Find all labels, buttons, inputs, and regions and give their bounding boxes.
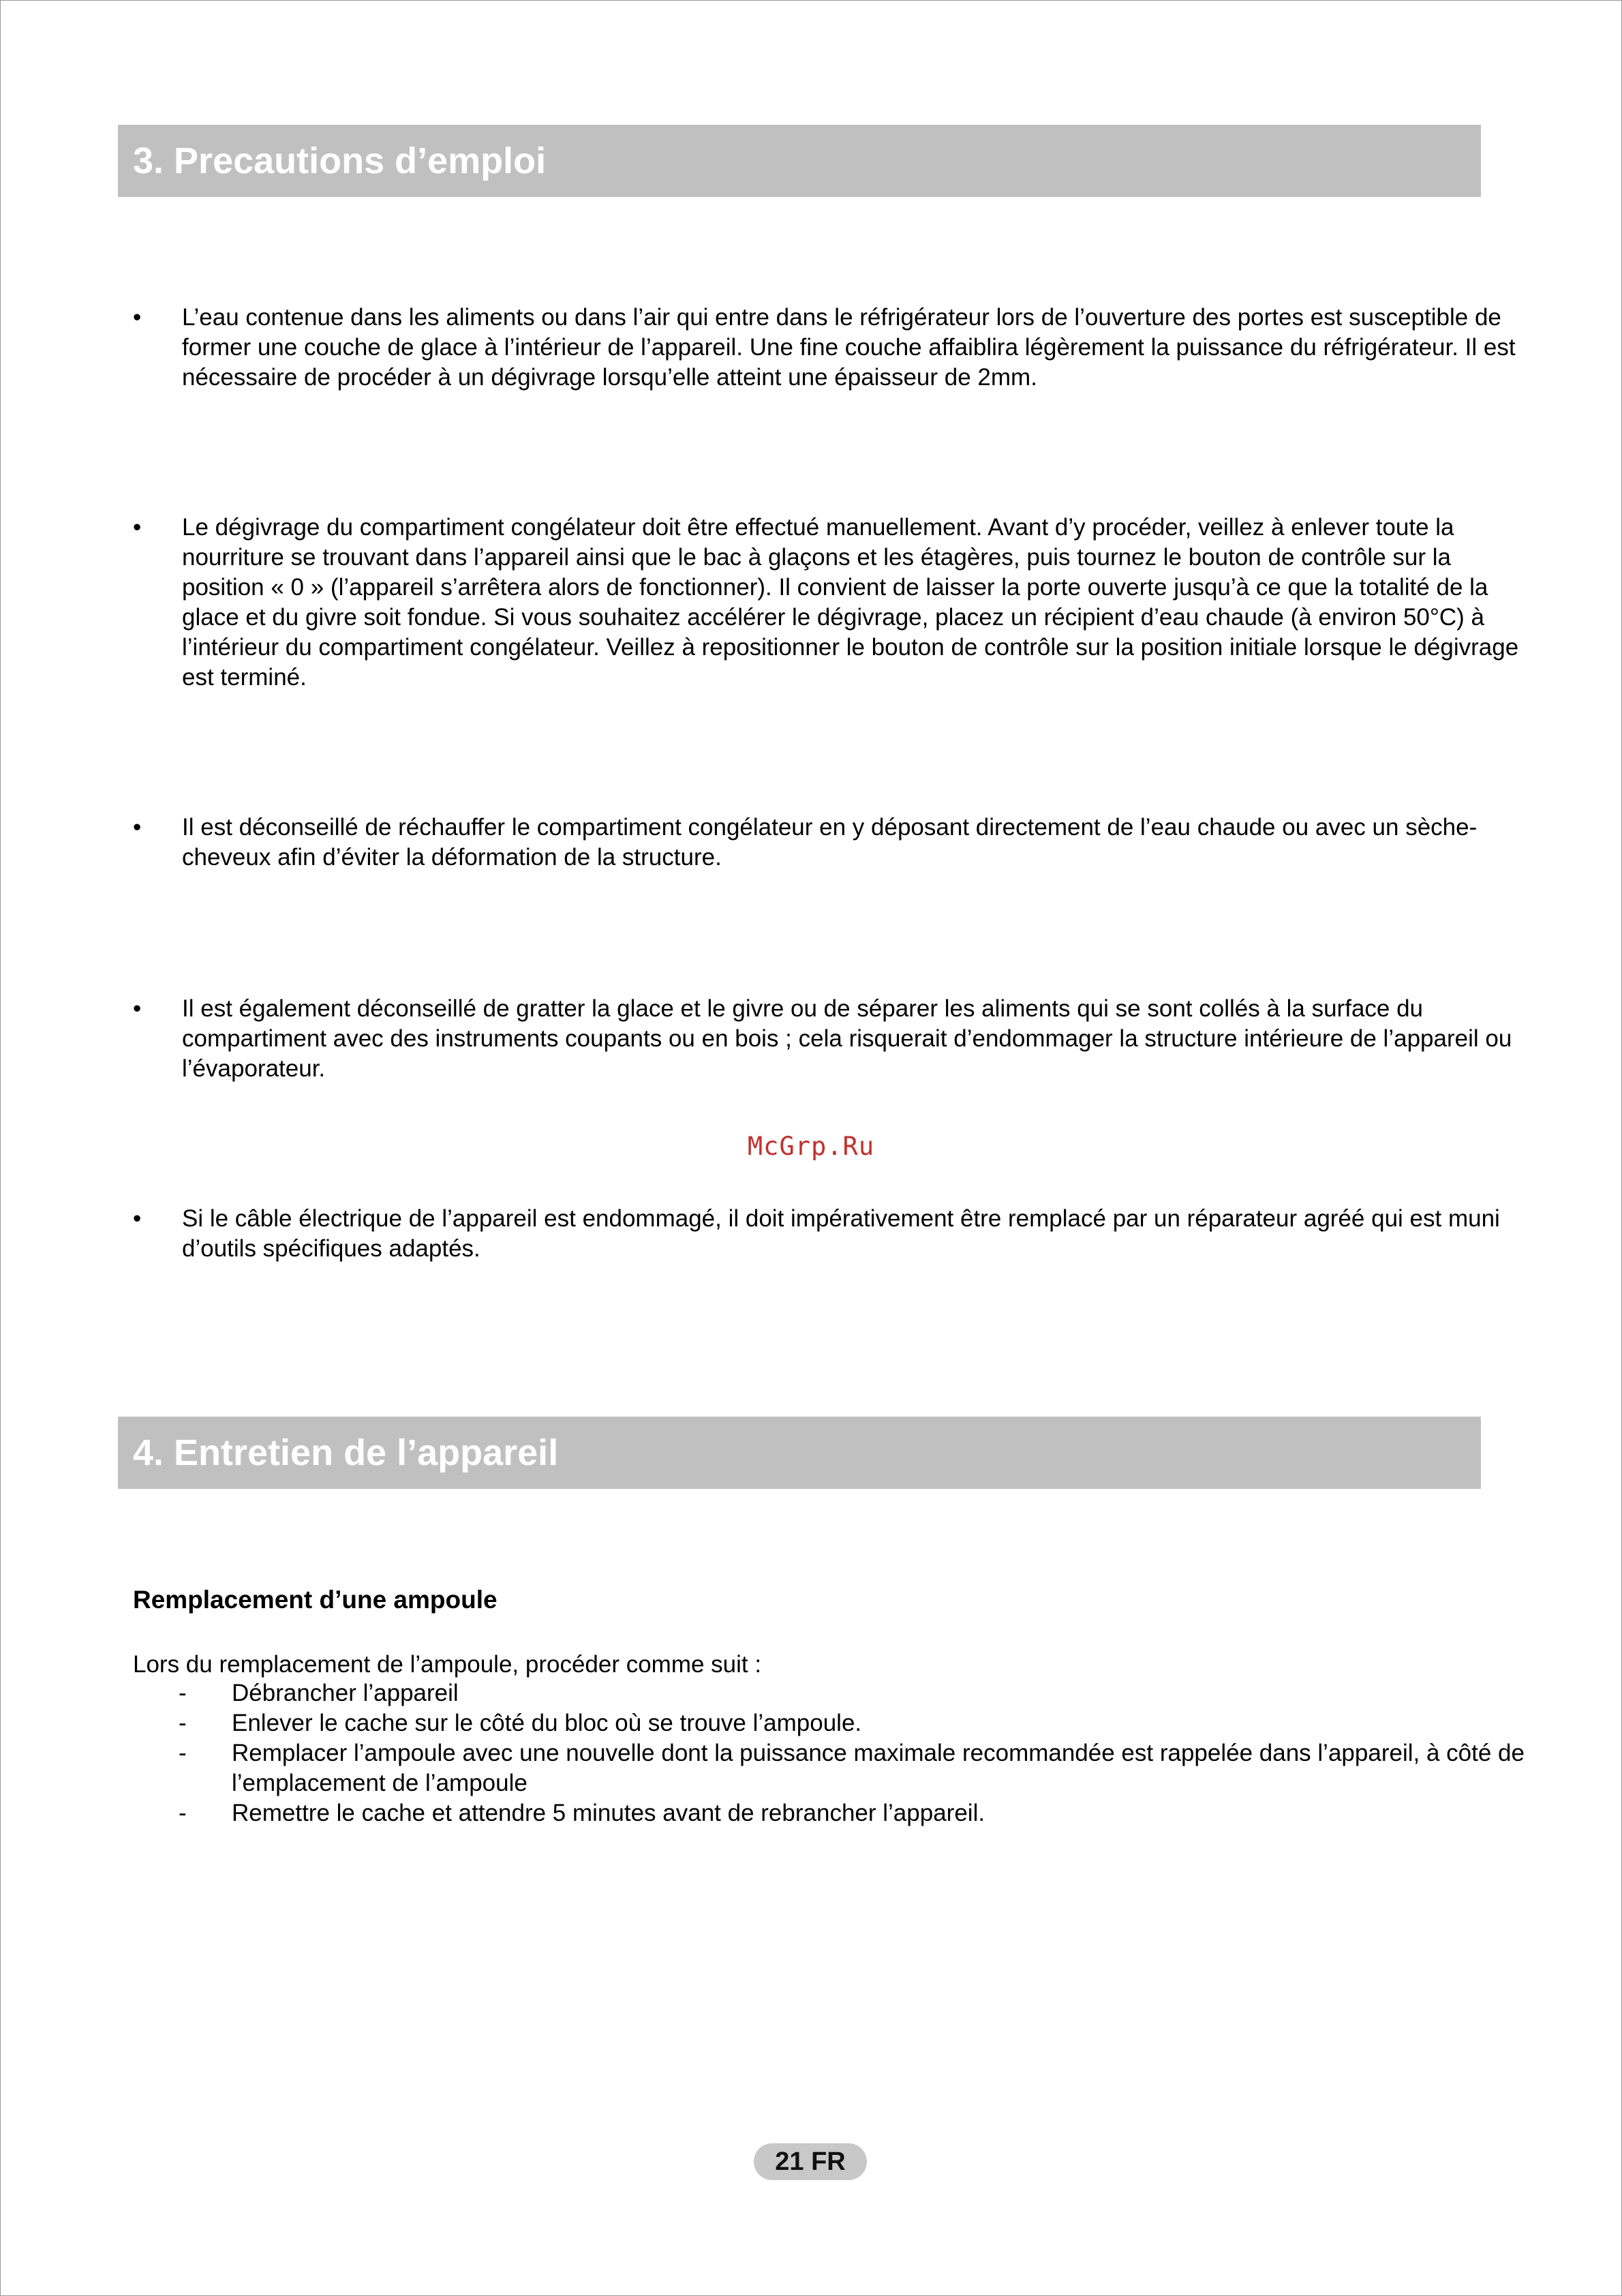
bullet-dot: • (133, 814, 142, 841)
dash-marker: - (179, 1740, 187, 1766)
step-text-1: Débrancher l’appareil (232, 1680, 459, 1706)
step-text-2: Enlever le cache sur le côté du bloc où se trouve l’ampoule. (232, 1710, 862, 1736)
section-4-heading: 4. Entretien de l’appareil (118, 1417, 1481, 1489)
page-number-badge: 21 FR (754, 2143, 867, 2180)
step-text-4: Remettre le cache et attendre 5 minutes avant de rebrancher l’appareil. (232, 1800, 985, 1826)
bullet-dot: • (133, 304, 142, 331)
dash-marker: - (179, 1710, 187, 1736)
list-item (179, 1738, 1535, 1798)
list-item (179, 1708, 1535, 1738)
bulb-replacement-steps (179, 1678, 1535, 1828)
bullet-dot: • (133, 514, 142, 541)
precaution-bullet-1 (133, 303, 1523, 393)
precaution-bullet-4 (133, 994, 1523, 1084)
step-text-3: Remplacer l’ampoule avec une nouvelle dont la puissance maximale recommandée est rappelée dans l’appareil, à côté de l’emplacement de l’ampoule (232, 1740, 1525, 1796)
precaution-text-1: L’eau contenue dans les aliments ou dans l’air qui entre dans le réfrigérateur lors de l’ouverture des portes est susceptible de former une couche de glace à l’intérieur de l’appareil. Une fine couche affaiblira légèrement la puissance du réfrigérateur. Il est nécessaire de procéder à un dégivrage lorsqu’elle atteint une épaisseur de 2mm. (182, 304, 1516, 391)
bulb-replacement-intro: Lors du remplacement de l’ampoule, procéder comme suit : (133, 1651, 762, 1678)
dash-marker: - (179, 1800, 187, 1826)
bullet-dot: • (133, 995, 142, 1022)
precaution-bullet-2 (133, 513, 1523, 693)
bulb-replacement-subheading: Remplacement d’une ampoule (133, 1586, 498, 1614)
precaution-bullet-3 (133, 813, 1523, 873)
list-item (179, 1798, 1535, 1828)
precaution-bullet-5 (133, 1204, 1523, 1264)
dash-marker: - (179, 1680, 187, 1706)
precaution-text-3: Il est déconseillé de réchauffer le compartiment congélateur en y déposant directement de l’eau chaude ou avec un sèche-cheveux afin d’éviter la déformation de la structure. (182, 814, 1478, 871)
watermark: McGrp.Ru (747, 1132, 875, 1161)
precaution-text-5: Si le câble électrique de l’appareil est endommagé, il doit impérativement être remplacé par un réparateur agréé qui est muni d’outils spécifiques adaptés. (182, 1205, 1500, 1262)
precaution-text-4: Il est également déconseillé de gratter la glace et le givre ou de séparer les aliments qui se sont collés à la surface du compartiment avec des instruments coupants ou en bois ; cela risquerait d’endommager la structure intérieure de l’appareil ou l’évaporateur. (182, 995, 1512, 1082)
bullet-dot: • (133, 1205, 142, 1232)
section-3-heading: 3. Precautions d’emploi (118, 125, 1481, 197)
list-item (179, 1678, 1535, 1708)
precaution-text-2: Le dégivrage du compartiment congélateur doit être effectué manuellement. Avant d’y procéder, veillez à enlever toute la nourriture se trouvant dans l’appareil ainsi que le bac à glaçons et les étagères, puis tournez le bouton de contrôle sur la position « 0 » (l’appareil s’arrêtera alors de fonctionner). Il convient de laisser la porte ouverte jusqu’à ce que la totalité de la glace et du givre soit fondue. Si vous souhaitez accélérer le dégivrage, placez un récipient d’eau chaude (à environ 50°C) à l’intérieur du compartiment congélateur. Veillez à repositionner le bouton de contrôle sur la position initiale lorsque le dégivrage est terminé. (182, 514, 1519, 691)
